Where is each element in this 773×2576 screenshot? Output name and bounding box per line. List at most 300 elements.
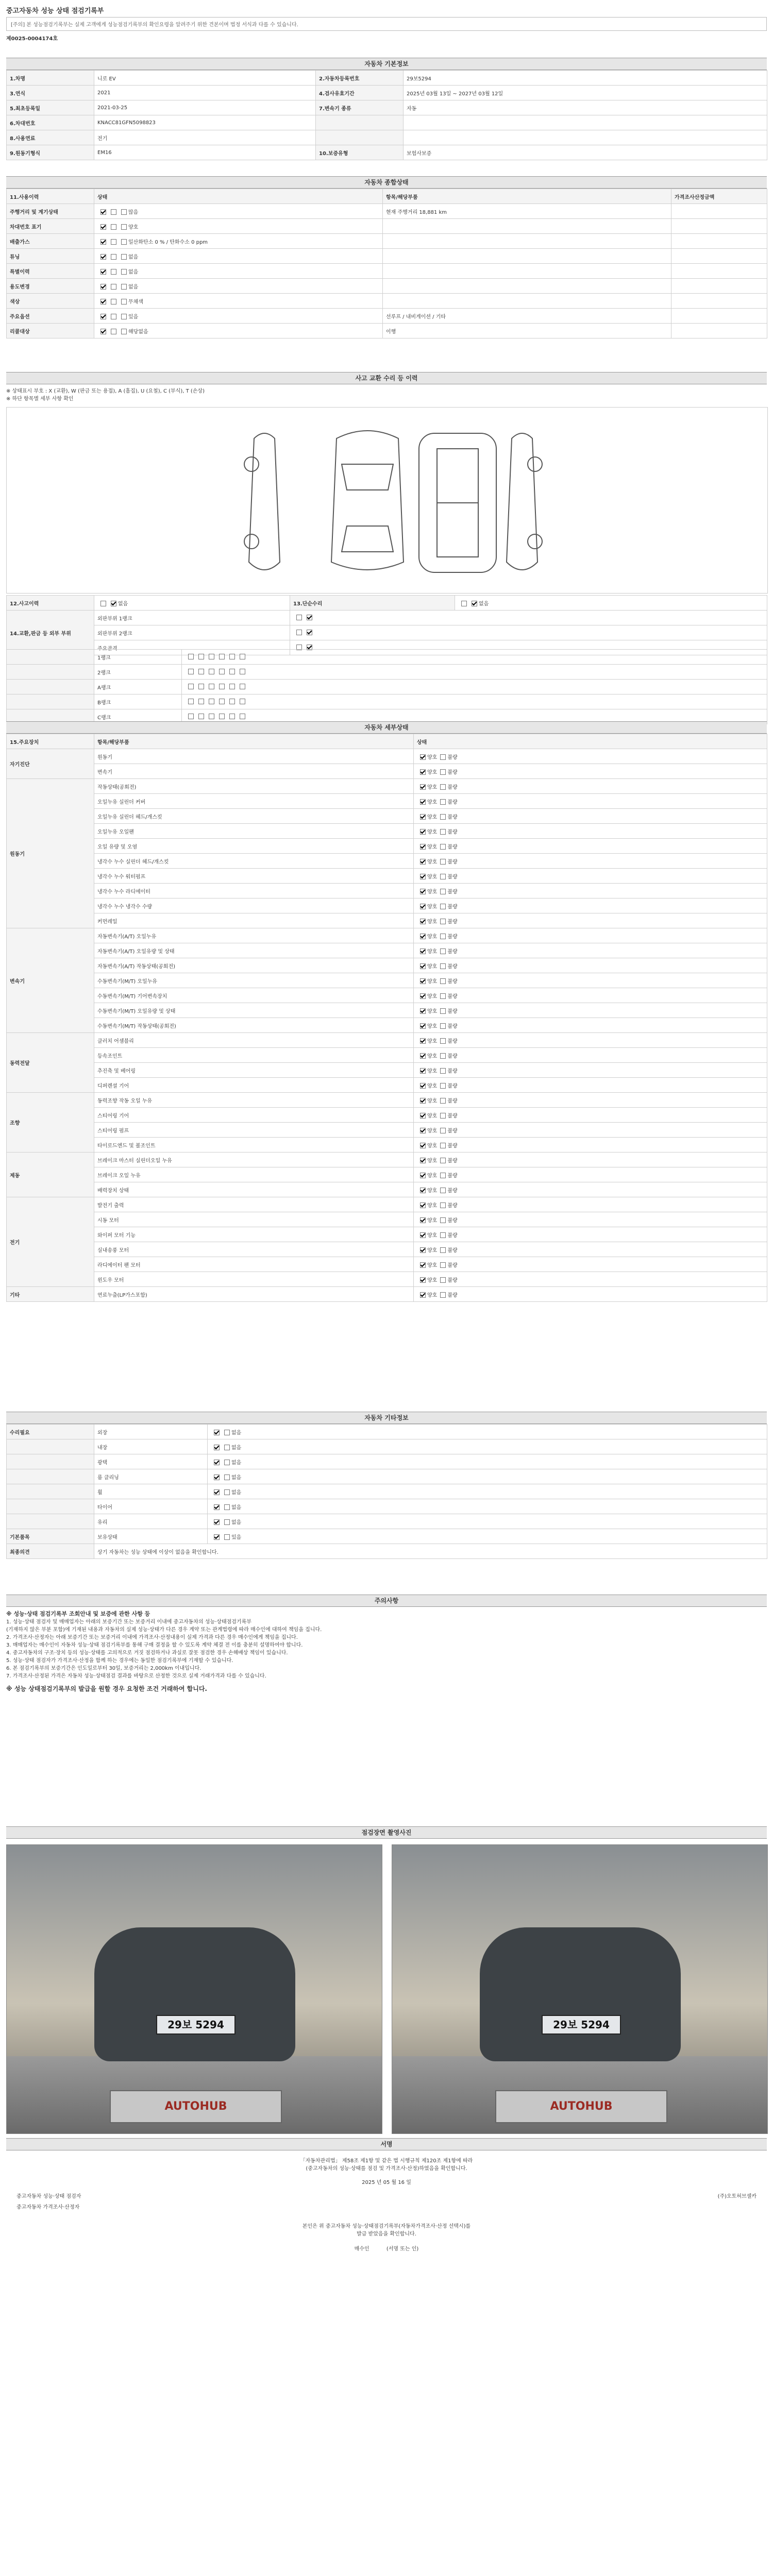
checkbox-ok[interactable]	[420, 904, 426, 909]
checkbox[interactable]	[214, 1445, 220, 1450]
other-row	[7, 1529, 767, 1544]
checkbox-ok[interactable]	[420, 814, 426, 820]
checkbox-bad[interactable]	[440, 784, 446, 790]
checkbox-group	[97, 225, 128, 230]
other-row	[7, 1484, 767, 1499]
detail-row	[7, 854, 767, 869]
general-state-text: 일산화탄소 0 % / 탄화수소 0 ppm	[128, 239, 208, 245]
checkbox[interactable]	[240, 654, 245, 659]
basic-value: EM16	[94, 145, 316, 160]
checkbox-ok[interactable]	[420, 1113, 426, 1118]
checkbox-ok[interactable]	[420, 963, 426, 969]
detail-group: 조향	[7, 1093, 94, 1153]
detail-row	[7, 988, 767, 1003]
other-row	[7, 1425, 767, 1439]
state-bad-label: 불량	[447, 754, 458, 760]
checkbox-ok[interactable]	[420, 769, 426, 775]
detail-item: 윈도우 모터	[94, 1272, 414, 1287]
other-state	[208, 1454, 767, 1469]
checkbox-ok[interactable]	[420, 859, 426, 865]
opinion-row	[7, 1544, 767, 1559]
checkbox[interactable]	[214, 1460, 220, 1465]
detail-state	[414, 1048, 767, 1063]
checkbox-bad[interactable]	[440, 1068, 446, 1074]
general-state	[94, 204, 383, 219]
detail-table	[6, 734, 767, 1302]
checkbox[interactable]	[188, 684, 194, 689]
basic-value: 2021	[94, 86, 316, 100]
checkbox[interactable]	[198, 654, 204, 659]
detail-row	[7, 809, 767, 824]
checkbox[interactable]	[100, 314, 106, 319]
general-price	[671, 219, 767, 234]
checkbox-bad[interactable]	[440, 799, 446, 805]
detail-item: 오일누유 오일팬	[94, 824, 414, 839]
receipt-line2: 발급 받았음을 확인합니다.	[357, 2231, 416, 2237]
detail-state	[414, 839, 767, 854]
detail-row	[7, 1153, 767, 1167]
detail-group: 변속기	[7, 928, 94, 1033]
state-bad-label: 불량	[447, 1247, 458, 1253]
general-header-0: 11.사용이력	[7, 189, 94, 204]
exchange-main: 주요골격	[94, 640, 290, 655]
checkbox[interactable]	[209, 654, 214, 659]
other-item: 룸 클리닝	[94, 1469, 208, 1484]
checkbox[interactable]	[100, 239, 106, 245]
checkbox-bad[interactable]	[440, 1247, 446, 1253]
checkbox[interactable]	[188, 669, 194, 674]
checkbox[interactable]	[224, 1534, 230, 1540]
checkbox-ok[interactable]	[420, 948, 426, 954]
detail-row	[7, 764, 767, 779]
checkbox[interactable]	[219, 699, 225, 704]
checkbox[interactable]	[209, 699, 214, 704]
checkbox-bad[interactable]	[440, 1008, 446, 1014]
state-bad-label: 불량	[447, 1068, 458, 1074]
checkbox-group	[211, 1520, 231, 1526]
photo-front	[6, 1844, 382, 2134]
detail-item: 클러치 어셈블리	[94, 1033, 414, 1048]
checkbox-bad[interactable]	[440, 1158, 446, 1163]
checkbox-bad[interactable]	[440, 1083, 446, 1089]
repair-value-text: 없음	[479, 601, 489, 607]
checkbox[interactable]	[188, 699, 194, 704]
detail-row	[7, 1242, 767, 1257]
state-bad-label: 불량	[447, 844, 458, 850]
checkbox-ok[interactable]	[420, 1038, 426, 1044]
damage-table	[6, 595, 767, 655]
checkbox[interactable]	[121, 209, 127, 215]
checkbox[interactable]	[188, 654, 194, 659]
checkbox-bad[interactable]	[440, 859, 446, 865]
detail-state	[414, 1167, 767, 1182]
other-group: 수리필요	[7, 1425, 94, 1439]
general-price	[671, 234, 767, 249]
checkbox[interactable]	[121, 239, 127, 245]
notes-head: ※ 성능·상태 점검기록부 조회안내 및 보증에 관한 사항 등	[6, 1611, 150, 1617]
checkbox[interactable]	[209, 714, 214, 719]
checkbox[interactable]	[219, 684, 225, 689]
detail-item: 와이퍼 모터 기능	[94, 1227, 414, 1242]
detail-item: 수동변속기(M/T) 기어변속장치	[94, 988, 414, 1003]
state-bad-label: 불량	[447, 1277, 458, 1283]
state-bad-label: 불량	[447, 1023, 458, 1029]
parts-row	[7, 650, 767, 665]
state-ok-label: 양호	[427, 1053, 438, 1059]
checkbox[interactable]	[214, 1504, 220, 1510]
detail-item: 냉각수 누수 실린더 헤드/개스킷	[94, 854, 414, 869]
basic-row	[7, 115, 767, 130]
checkbox-ok[interactable]	[420, 1068, 426, 1074]
other-item: 유리	[94, 1514, 208, 1529]
checkbox[interactable]	[121, 254, 127, 260]
checkbox-ok[interactable]	[420, 1202, 426, 1208]
checkbox-ok[interactable]	[420, 1277, 426, 1283]
checkbox-group	[185, 699, 247, 705]
other-state	[208, 1425, 767, 1439]
checkbox[interactable]	[100, 329, 106, 334]
checkbox-ok[interactable]	[420, 1053, 426, 1059]
other-group	[7, 1514, 94, 1529]
general-state-text: 없음	[128, 269, 139, 275]
parts-group	[7, 694, 94, 709]
checkbox[interactable]	[111, 209, 116, 215]
checkbox-ok[interactable]	[420, 1128, 426, 1133]
detail-state	[414, 913, 767, 928]
general-item: 특별이력	[7, 264, 94, 279]
note-line: (기재하지 않은 부분 포함)에 기재된 내용과 자동차의 실제 성능·상태가 다른 경우 계약 또는 관계법령에 따라 매수인에 대하여 책임을 집니다.	[6, 1627, 322, 1633]
checkbox-bad[interactable]	[440, 904, 446, 909]
checkbox[interactable]	[198, 684, 204, 689]
accident-value	[94, 596, 290, 611]
checkbox-group	[211, 1430, 231, 1436]
note-line: 2. 가격조사·산정자는 아래 보증기간 또는 보증거리 이내에 가격조사·산정내용이 실제 가격과 다른 경우 매수인에게 책임을 집니다.	[6, 1635, 298, 1640]
parts-group	[7, 680, 94, 694]
checkbox[interactable]	[214, 1430, 220, 1435]
basic-label-2	[316, 130, 404, 145]
checkbox-bad[interactable]	[440, 1202, 446, 1208]
detail-state	[414, 1018, 767, 1033]
buyer-seal: (서명 또는 인)	[386, 2246, 419, 2252]
checkbox-group	[185, 669, 247, 675]
general-detail: 현재 주행거리 18,881 km	[383, 204, 671, 219]
checkbox[interactable]	[209, 684, 214, 689]
plate-front: 29보 5294	[156, 2015, 236, 2035]
checkbox[interactable]	[121, 329, 127, 334]
detail-item: 오일 유량 및 오염	[94, 839, 414, 854]
checkbox[interactable]	[111, 269, 116, 275]
parts-rank: A랭크	[94, 680, 182, 694]
checkbox[interactable]	[224, 1489, 230, 1495]
checkbox-ok[interactable]	[420, 799, 426, 805]
basic-value-2: 자동	[404, 100, 767, 115]
checkbox[interactable]	[121, 314, 127, 319]
state-ok-label: 양호	[427, 769, 438, 775]
checkbox-bad[interactable]	[440, 978, 446, 984]
checkbox-ok[interactable]	[420, 1008, 426, 1014]
detail-item: 디퍼렌셜 기어	[94, 1078, 414, 1093]
checkbox[interactable]	[240, 669, 245, 674]
checkbox[interactable]	[100, 254, 106, 260]
checkbox-ok[interactable]	[420, 993, 426, 999]
state-bad-label: 불량	[447, 1158, 458, 1164]
checkbox-ok[interactable]	[420, 1098, 426, 1104]
state-ok-label: 양호	[427, 1158, 438, 1164]
checkbox-bad[interactable]	[440, 948, 446, 954]
checkbox[interactable]	[214, 1489, 220, 1495]
state-bad-label: 불량	[447, 904, 458, 910]
checkbox-ok[interactable]	[420, 1158, 426, 1163]
lift-brand-front: AUTOHUB	[110, 2090, 282, 2123]
checkbox-bad[interactable]	[440, 1128, 446, 1133]
checkbox-bad[interactable]	[440, 889, 446, 894]
checkbox-bad[interactable]	[440, 1188, 446, 1193]
checkbox-group	[185, 714, 247, 720]
checkbox[interactable]	[111, 224, 116, 230]
checkbox-bad[interactable]	[440, 844, 446, 850]
general-state-text: 없음	[128, 284, 139, 290]
other-row	[7, 1469, 767, 1484]
detail-state	[414, 1197, 767, 1212]
basic-value: 전기	[94, 130, 316, 145]
parts-rank-table	[6, 649, 767, 724]
checkbox-ok[interactable]	[420, 844, 426, 850]
checkbox-bad[interactable]	[440, 1023, 446, 1029]
checkbox-bad[interactable]	[440, 1292, 446, 1298]
checkbox-ok[interactable]	[420, 1247, 426, 1253]
checkbox-ok[interactable]	[420, 1188, 426, 1193]
checkbox-bad[interactable]	[440, 1143, 446, 1148]
checkbox-ok[interactable]	[420, 1023, 426, 1029]
detail-group: 동력전달	[7, 1033, 94, 1093]
checkbox-bad[interactable]	[440, 754, 446, 760]
checkbox[interactable]	[111, 314, 116, 319]
checkbox-ok[interactable]	[420, 889, 426, 894]
checkbox-ok[interactable]	[420, 829, 426, 835]
state-bad-label: 불량	[447, 993, 458, 999]
checkbox[interactable]	[209, 669, 214, 674]
checkbox-ok[interactable]	[420, 1232, 426, 1238]
checkbox[interactable]	[219, 654, 225, 659]
checkbox-bad[interactable]	[440, 1038, 446, 1044]
plate-rear: 29보 5294	[542, 2015, 621, 2035]
basic-value-2	[404, 115, 767, 130]
checkbox[interactable]	[198, 669, 204, 674]
checkbox-bad[interactable]	[440, 963, 446, 969]
inspector-value: (주)오토허브셀카	[717, 2194, 757, 2199]
checkbox-ok[interactable]	[420, 874, 426, 879]
checkbox[interactable]	[224, 1475, 230, 1480]
checkbox[interactable]	[111, 329, 116, 334]
checkbox[interactable]	[214, 1519, 220, 1525]
state-bad-label: 불량	[447, 1113, 458, 1119]
parts-checks	[182, 650, 767, 665]
checkbox[interactable]	[121, 284, 127, 290]
detail-item: 작동상태(공회전)	[94, 779, 414, 794]
general-header-1: 상태	[94, 189, 383, 204]
checkbox[interactable]	[188, 714, 194, 719]
checkbox[interactable]	[121, 269, 127, 275]
checkbox-bad[interactable]	[440, 1277, 446, 1283]
checkbox-bad[interactable]	[440, 769, 446, 775]
checkbox[interactable]	[240, 684, 245, 689]
checkbox[interactable]	[198, 714, 204, 719]
checkbox-group	[97, 210, 128, 215]
other-row	[7, 1499, 767, 1514]
section-general-title: 자동차 종합상태	[6, 176, 767, 189]
general-price	[671, 264, 767, 279]
checkbox[interactable]	[224, 1460, 230, 1465]
checkbox[interactable]	[100, 209, 106, 215]
checkbox[interactable]	[229, 684, 235, 689]
checkbox[interactable]	[229, 714, 235, 719]
other-row	[7, 1439, 767, 1454]
detail-state	[414, 1108, 767, 1123]
opinion-label: 최종의견	[7, 1544, 94, 1559]
checkbox[interactable]	[111, 299, 116, 304]
checkbox[interactable]	[121, 299, 127, 304]
checkbox[interactable]	[100, 284, 106, 290]
checkbox-bad[interactable]	[440, 1053, 446, 1059]
checkbox-bad[interactable]	[440, 1217, 446, 1223]
detail-row	[7, 1257, 767, 1272]
checkbox[interactable]	[240, 699, 245, 704]
checkbox[interactable]	[224, 1504, 230, 1510]
other-group	[7, 1499, 94, 1514]
checkbox[interactable]	[111, 239, 116, 245]
checkbox-ok[interactable]	[420, 978, 426, 984]
state-ok-label: 양호	[427, 1173, 438, 1179]
checkbox-bad[interactable]	[440, 919, 446, 924]
state-bad-label: 불량	[447, 874, 458, 880]
general-state	[94, 219, 383, 234]
checkbox[interactable]	[198, 699, 204, 704]
detail-row	[7, 899, 767, 913]
general-row	[7, 324, 767, 338]
state-ok-label: 양호	[427, 844, 438, 850]
detail-state	[414, 869, 767, 884]
checkbox[interactable]	[229, 654, 235, 659]
detail-item: 수동변속기(M/T) 오일누유	[94, 973, 414, 988]
checkbox[interactable]	[111, 284, 116, 290]
checkbox-bad[interactable]	[440, 1232, 446, 1238]
checkbox-group	[97, 255, 128, 260]
damage-legend-line: ※ 상태표시 부호 : X (교환), W (판금 또는 용접), A (흠집), U (요철), C (부식), T (손상)	[6, 388, 205, 394]
state-bad-label: 불량	[447, 919, 458, 925]
other-item: 타이어	[94, 1499, 208, 1514]
checkbox[interactable]	[229, 699, 235, 704]
checkbox-ok[interactable]	[420, 1262, 426, 1268]
general-detail	[383, 234, 671, 249]
other-state	[208, 1484, 767, 1499]
checkbox[interactable]	[100, 224, 106, 230]
checkbox-bad[interactable]	[440, 829, 446, 835]
checkbox[interactable]	[121, 224, 127, 230]
state-ok-label: 양호	[427, 1083, 438, 1089]
basic-row	[7, 100, 767, 115]
car-right-view	[507, 433, 542, 570]
detail-row	[7, 928, 767, 943]
general-state-text: 많음	[128, 209, 139, 215]
checkbox-group	[211, 1445, 231, 1451]
general-item: 차대번호 표기	[7, 219, 94, 234]
checkbox-bad[interactable]	[440, 993, 446, 999]
basic-label: 5.최초등록일	[7, 100, 94, 115]
general-price	[671, 309, 767, 324]
basic-info-table	[6, 70, 767, 160]
checkbox-bad[interactable]	[440, 934, 446, 939]
detail-header-0: 15.주요장치	[7, 734, 94, 749]
note-line: 7. 가격조사·산정된 가격은 자동차 성능·상태점검 결과를 바탕으로 산정한 것으로 실제 거래가격과 다를 수 있습니다.	[6, 1673, 266, 1679]
checkbox-bad[interactable]	[440, 814, 446, 820]
checkbox-bad[interactable]	[440, 1262, 446, 1268]
checkbox[interactable]	[219, 669, 225, 674]
state-ok-label: 양호	[427, 1128, 438, 1134]
checkbox[interactable]	[214, 1475, 220, 1480]
photo-car-front	[94, 1927, 295, 2061]
checkbox-ok[interactable]	[420, 1292, 426, 1298]
detail-group: 제동	[7, 1153, 94, 1197]
checkbox-bad[interactable]	[440, 1098, 446, 1104]
checkbox-bad[interactable]	[440, 874, 446, 879]
section-damage-title: 사고 교환 수리 등 이력	[6, 372, 767, 384]
checkbox-ok[interactable]	[420, 919, 426, 924]
general-item: 주행거리 및 계기상태	[7, 204, 94, 219]
exchange-rank2-value	[290, 625, 767, 640]
detail-state	[414, 1182, 767, 1197]
detail-state	[414, 958, 767, 973]
checkbox[interactable]	[214, 1534, 220, 1540]
other-state-text: 없음	[231, 1504, 242, 1511]
general-detail	[383, 279, 671, 294]
general-state	[94, 324, 383, 338]
detail-row	[7, 1227, 767, 1242]
checkbox-ok[interactable]	[420, 754, 426, 760]
checkbox[interactable]	[111, 254, 116, 260]
checkbox-group	[97, 284, 128, 290]
checkbox[interactable]	[229, 669, 235, 674]
checkbox-bad[interactable]	[440, 1173, 446, 1178]
general-detail: 이행	[383, 324, 671, 338]
detail-state	[414, 779, 767, 794]
checkbox-group	[97, 240, 128, 245]
checkbox[interactable]	[240, 714, 245, 719]
checkbox-ok[interactable]	[420, 1217, 426, 1223]
checkbox-bad[interactable]	[440, 1113, 446, 1118]
general-state	[94, 234, 383, 249]
state-ok-label: 양호	[427, 859, 438, 865]
checkbox[interactable]	[224, 1519, 230, 1525]
checkbox-ok[interactable]	[420, 1173, 426, 1178]
checkbox[interactable]	[100, 269, 106, 275]
state-ok-label: 양호	[427, 829, 438, 835]
checkbox[interactable]	[219, 714, 225, 719]
general-row	[7, 264, 767, 279]
checkbox-ok[interactable]	[420, 1083, 426, 1089]
checkbox[interactable]	[100, 299, 106, 304]
checkbox-ok[interactable]	[420, 784, 426, 790]
detail-row	[7, 1182, 767, 1197]
detail-row	[7, 884, 767, 899]
checkbox[interactable]	[224, 1430, 230, 1435]
checkbox[interactable]	[224, 1445, 230, 1450]
exchange-rank1: 외판부위 1랭크	[94, 611, 290, 625]
detail-row	[7, 1018, 767, 1033]
checkbox-ok[interactable]	[420, 934, 426, 939]
checkbox-ok[interactable]	[420, 1143, 426, 1148]
checkbox-group	[97, 269, 128, 275]
detail-row	[7, 839, 767, 854]
